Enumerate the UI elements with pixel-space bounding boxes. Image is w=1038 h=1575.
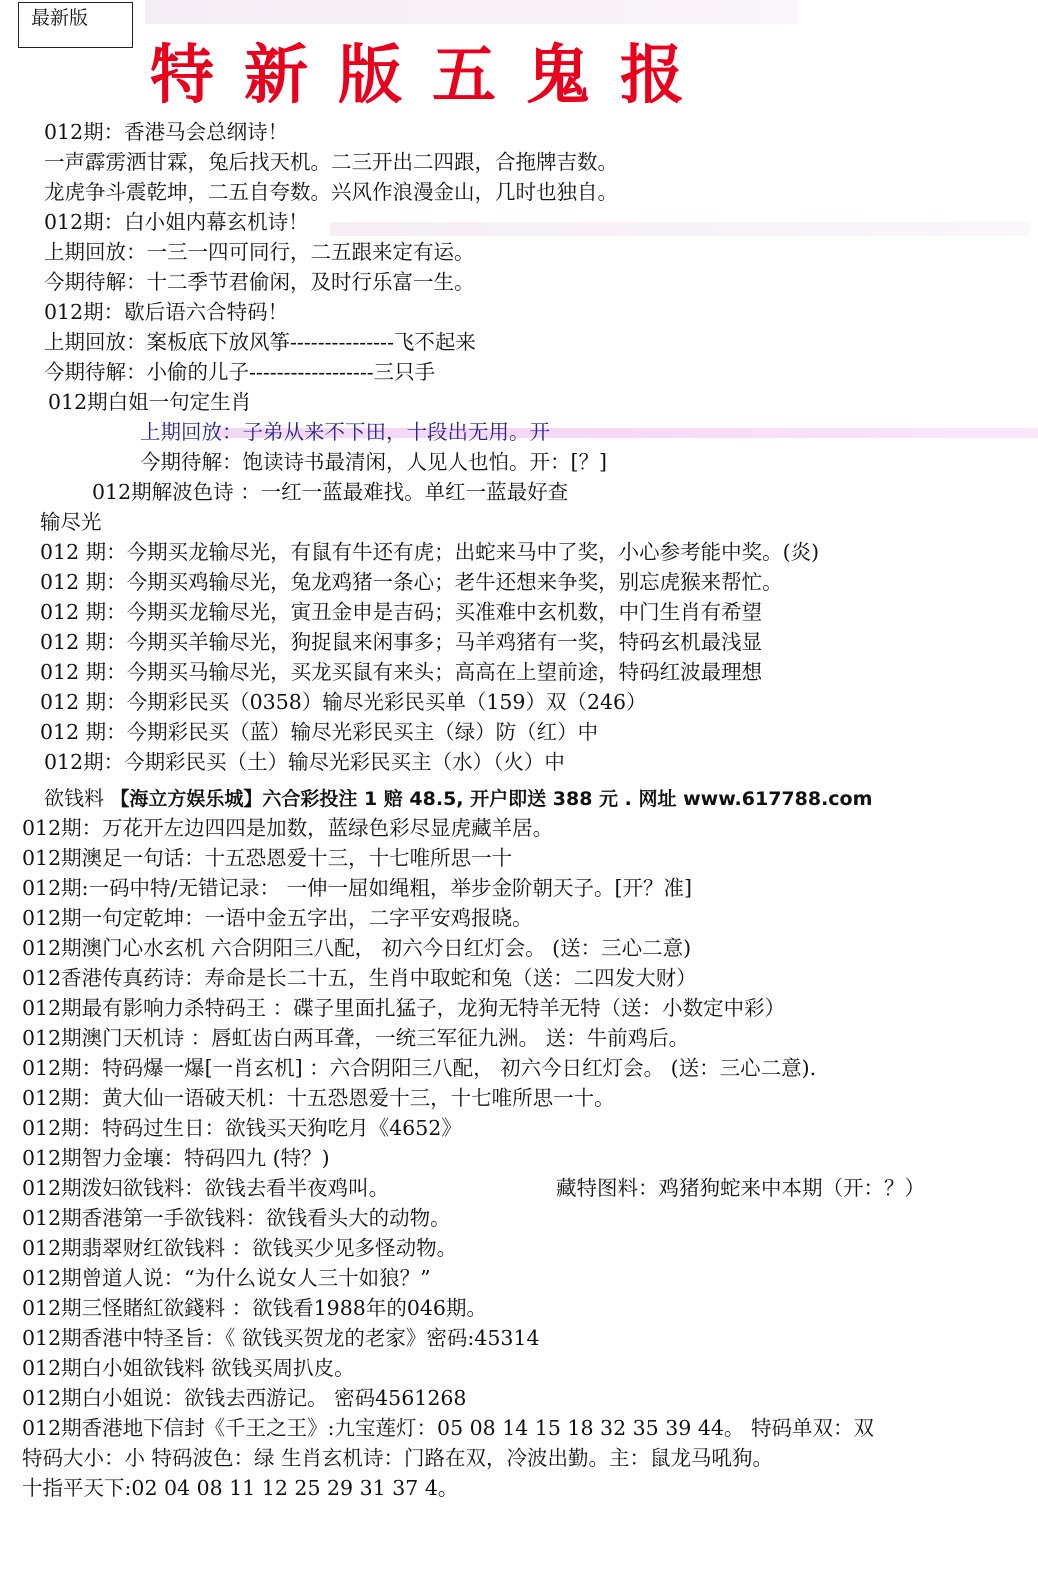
text-line: 012期白小姐说：欲钱去西游记。 密码4561268	[22, 1386, 467, 1410]
text-line: 今期待解：饱读诗书最清闲，人见人也怕。开：[？]	[140, 450, 607, 474]
version-badge: 最新版	[18, 2, 133, 48]
text-line: 龙虎争斗震乾坤，二五自夸数。兴风作浪漫金山，几时也独自。	[44, 180, 618, 204]
text-line: 012期一句定乾坤：一语中金五字出，二字平安鸡报晓。	[22, 906, 533, 930]
text-line: 一声霹雳洒甘霖，兔后找天机。二三开出二四跟，合拖牌吉数。	[44, 150, 618, 174]
text-line: 上期回放：一三一四可同行，二五跟来定有运。	[44, 240, 475, 264]
side-note: 藏特图料：鸡猪狗蛇来中本期（开：？）	[556, 1176, 925, 1200]
text-line: 012 期：今期买马输尽光，买龙买鼠有来头；高高在上望前途，特码红波最理想	[40, 660, 763, 684]
text-line: 012期澳门心水玄机 六合阴阳三八配， 初六今日红灯会。 (送：三心二意)	[22, 936, 692, 960]
text-line: 012期三怪賭紅欲錢料 ：欲钱看1988年的046期。	[22, 1296, 487, 1320]
text-line: 012期智力金壤：特码四九 (特？)	[22, 1146, 330, 1170]
text-line: 012期：特码过生日：欲钱买天狗吃月《4652》	[22, 1116, 462, 1140]
text-line: 上期回放：子弟从来不下田，十段出无用。开	[140, 420, 550, 444]
text-line: 012期：今期彩民买（土）输尽光彩民买主（水）（火）中	[44, 750, 565, 774]
text-line: 012期翡翠财红欲钱料 ：欲钱买少见多怪动物。	[22, 1236, 458, 1260]
text-line: 今期待解：小偷的儿子------------------三只手	[44, 360, 436, 384]
text-line: 012 期：今期买鸡输尽光，兔龙鸡猪一条心；老牛还想来争奖，别忘虎猴来帮忙。	[40, 570, 783, 594]
text-line: 特码大小：小 特码波色：绿 生肖玄机诗：门路在双，冷波出勤。主：鼠龙马吼狗。	[22, 1446, 774, 1470]
top-tint-bar	[145, 0, 797, 24]
ad-line	[44, 784, 872, 812]
text-line: 012 期：今期买羊输尽光，狗捉鼠来闲事多；马羊鸡猪有一奖，特码玄机最浅显	[40, 630, 763, 654]
page-title: 特新版五鬼报	[150, 38, 714, 113]
text-line: 012期澳门天机诗 ：唇虹齿白两耳聋，一统三军征九洲。 送：牛前鸡后。	[22, 1026, 690, 1050]
text-line: 012期香港地下信封《千王之王》:九宝莲灯：05 08 14 15 18 32 35 39 44。 特码单双：双	[22, 1416, 874, 1440]
text-line: 输尽光	[40, 510, 102, 534]
text-line: 012香港传真药诗：寿命是长二十五，生肖中取蛇和兔（送：二四发大财）	[22, 966, 697, 990]
text-line: 012期曾道人说：“为什么说女人三十如狼？”	[22, 1266, 431, 1290]
text-line: 012期：白小姐内幕玄机诗！	[44, 210, 309, 234]
highlight-bar	[330, 222, 1030, 236]
text-line: 012期最有影响力杀特码王 ：碟子里面扎猛子，龙狗无特羊无特（送：小数定中彩）	[22, 996, 786, 1020]
text-line: 012期香港第一手欲钱料：欲钱看头大的动物。	[22, 1206, 451, 1230]
text-line: 012期：万花开左边四四是加数，蓝绿色彩尽显虎藏羊居。	[22, 816, 554, 840]
text-line: 012期白小姐欲钱料 欲钱买周扒皮。	[22, 1356, 355, 1380]
text-line: 012期：歇后语六合特码！	[44, 300, 289, 324]
text-line: 012期澳足一句话：十五恐恩爱十三，十七唯所思一十	[22, 846, 513, 870]
text-line: 012期泼妇欲钱料：欲钱去看半夜鸡叫。	[22, 1176, 390, 1200]
text-line: 012期：黄大仙一语破天机：十五恐恩爱十三，十七唯所思一十。	[22, 1086, 615, 1110]
text-line: 012 期：今期彩民买（0358）输尽光彩民买单（159）双（246）	[40, 690, 647, 714]
ad-text: 【海立方娱乐城】六合彩投注 1 赔 48.5, 开户即送 388 元 . 网址 www.617788.com	[110, 788, 873, 810]
text-line: 上期回放：案板底下放风筝---------------飞不起来	[44, 330, 476, 354]
text-line: 012期香港中特圣旨：《 欲钱买贺龙的老家》密码:45314	[22, 1326, 540, 1350]
text-line: 012期解波色诗 ：一红一蓝最难找。单红一蓝最好查	[92, 480, 569, 504]
text-line: 今期待解：十二季节君偷闲，及时行乐富一生。	[44, 270, 475, 294]
text-line: 十指平天下:02 04 08 11 12 25 29 31 37 4。	[22, 1476, 459, 1500]
ad-label: 欲钱料	[44, 786, 104, 810]
text-line: 012 期：今期买龙输尽光，有鼠有牛还有虎；出蛇来马中了奖，小心参考能中奖。(炎)	[40, 540, 820, 564]
text-line: 012 期：今期买龙输尽光，寅丑金申是吉码；买准难中玄机数，中门生肖有希望	[40, 600, 763, 624]
text-line: 012期白姐一句定生肖	[48, 390, 252, 414]
text-line: 012期：特码爆一爆[一肖玄机] ：六合阴阳三八配， 初六今日红灯会。 (送：三心二意).	[22, 1056, 817, 1080]
text-line: 012期:一码中特/无错记录： 一伸一屈如绳粗，举步金阶朝天子。[开？准]	[22, 876, 692, 900]
text-line: 012期：香港马会总纲诗！	[44, 120, 289, 144]
text-line: 012 期：今期彩民买（蓝）输尽光彩民买主（绿）防（红）中	[40, 720, 599, 744]
